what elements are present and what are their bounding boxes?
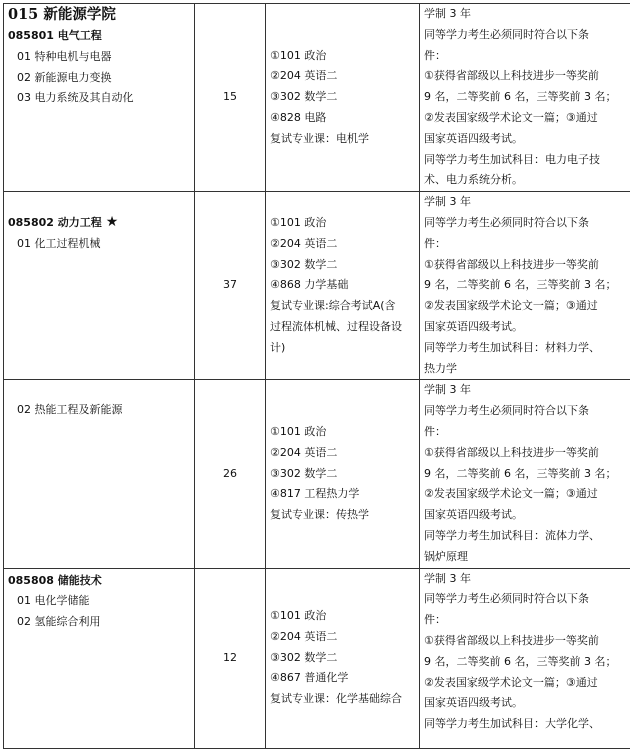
admissions-table (3, 3, 630, 749)
note-line: 件： (424, 610, 630, 631)
exam-item: ②204 英语二 (270, 443, 419, 464)
note-line: 学制 3 年 (424, 4, 630, 25)
note-line: 9 名，二等奖前 6 名，三等奖前 3 名； (424, 464, 630, 485)
exam-subjects-cell (266, 568, 420, 748)
note-line: ①获得省部级以上科技进步一等奖前 (424, 66, 630, 87)
notes-cell (420, 192, 630, 380)
exam-item: ②204 英语二 (270, 627, 419, 648)
note-line: 学制 3 年 (424, 380, 630, 401)
note-line: 国家英语四级考试。 (424, 505, 630, 526)
note-line: 件： (424, 234, 630, 255)
table-row (4, 192, 630, 380)
notes-cell (420, 568, 630, 748)
note-line: 同等学力考生必须同时符合以下条 (424, 213, 630, 234)
school-title: 015 新能源学院 (8, 4, 194, 26)
note-line: 同等学力考生加试科目：材料力学、 (424, 338, 630, 359)
exam-item: ④828 电路 (270, 108, 419, 129)
exam-item: ③302 数学二 (270, 255, 419, 276)
exam-item: ④817 工程热力学 (270, 484, 419, 505)
table-row (4, 4, 630, 192)
note-line: ②发表国家级学术论文一篇；③通过 (424, 484, 630, 505)
note-line: ②发表国家级学术论文一篇；③通过 (424, 296, 630, 317)
note-line: 同等学力考生加试科目：大学化学、 (424, 714, 630, 735)
exam-item: 复试专业课：化学基础综合 (270, 689, 419, 710)
note-line: 9 名，二等奖前 6 名，三等奖前 3 名； (424, 87, 630, 108)
exam-item: ②204 英语二 (270, 234, 419, 255)
direction-item: 02 氢能综合利用 (8, 612, 194, 633)
star-icon: ★ (106, 214, 119, 230)
note-line: 国家英语四级考试。 (424, 129, 630, 150)
direction-item: 01 电化学储能 (8, 591, 194, 612)
note-line: 术、电力系统分析。 (424, 170, 630, 191)
exam-item: ③302 数学二 (270, 648, 419, 669)
note-line: ①获得省部级以上科技进步一等奖前 (424, 443, 630, 464)
direction-item: 02 新能源电力变换 (8, 68, 194, 89)
direction-item: 03 电力系统及其自动化 (8, 88, 194, 109)
note-line: 同等学力考生必须同时符合以下条 (424, 25, 630, 46)
major-heading: 085808 储能技术 (8, 571, 194, 592)
exam-item: ④868 力学基础 (270, 275, 419, 296)
exam-item: ③302 数学二 (270, 464, 419, 485)
quota-value: 12 (223, 651, 237, 664)
major-heading: 085801 电气工程 (8, 26, 194, 47)
major-cell (4, 380, 195, 568)
quota-cell (195, 4, 266, 192)
exam-item: 复试专业课：传热学 (270, 505, 419, 526)
note-line: 9 名，二等奖前 6 名，三等奖前 3 名； (424, 652, 630, 673)
exam-item: ④867 普通化学 (270, 668, 419, 689)
notes-cell (420, 380, 630, 568)
note-line: 件： (424, 46, 630, 67)
quota-cell (195, 192, 266, 380)
exam-item: 复试专业课:综合考试A(含 (270, 296, 419, 317)
exam-subjects-cell (266, 380, 420, 568)
quota-value: 37 (223, 278, 237, 291)
note-line: 国家英语四级考试。 (424, 317, 630, 338)
major-cell (4, 192, 195, 380)
exam-item: ①101 政治 (270, 213, 419, 234)
exam-item: ①101 政治 (270, 606, 419, 627)
exam-subjects-cell (266, 192, 420, 380)
note-line: ①获得省部级以上科技进步一等奖前 (424, 631, 630, 652)
note-line: 同等学力考生加试科目：电力电子技 (424, 150, 630, 171)
note-line: 同等学力考生必须同时符合以下条 (424, 401, 630, 422)
exam-subjects-cell (266, 4, 420, 192)
direction-item: 01 化工过程机械 (8, 234, 194, 255)
note-line: ①获得省部级以上科技进步一等奖前 (424, 255, 630, 276)
major-title: 085802 动力工程 (8, 216, 102, 229)
note-line: ②发表国家级学术论文一篇；③通过 (424, 673, 630, 694)
table-row (4, 380, 630, 568)
quota-value: 15 (223, 90, 237, 103)
note-line: 学制 3 年 (424, 192, 630, 213)
note-line: ②发表国家级学术论文一篇；③通过 (424, 108, 630, 129)
direction-item: 02 热能工程及新能源 (8, 400, 194, 421)
quota-value: 26 (223, 467, 237, 480)
note-line: 件： (424, 422, 630, 443)
quota-cell (195, 568, 266, 748)
exam-item: ③302 数学二 (270, 87, 419, 108)
major-cell (4, 4, 195, 192)
note-line: 同等学力考生必须同时符合以下条 (424, 589, 630, 610)
notes-cell (420, 4, 630, 192)
note-line: 国家英语四级考试。 (424, 693, 630, 714)
exam-item: ①101 政治 (270, 422, 419, 443)
quota-cell (195, 380, 266, 568)
exam-item: 复试专业课：电机学 (270, 129, 419, 150)
note-line: 同等学力考生加试科目：流体力学、 (424, 526, 630, 547)
exam-item: ②204 英语二 (270, 66, 419, 87)
note-line: 锅炉原理 (424, 547, 630, 568)
major-heading (8, 212, 194, 234)
note-line: 热力学 (424, 359, 630, 380)
exam-item: 计) (270, 338, 419, 359)
exam-item: ①101 政治 (270, 46, 419, 67)
exam-item: 过程流体机械、过程设备设 (270, 317, 419, 338)
note-line: 9 名，二等奖前 6 名，三等奖前 3 名； (424, 275, 630, 296)
direction-item: 01 特种电机与电器 (8, 47, 194, 68)
table-row (4, 568, 630, 748)
note-line: 学制 3 年 (424, 569, 630, 590)
major-cell (4, 568, 195, 748)
